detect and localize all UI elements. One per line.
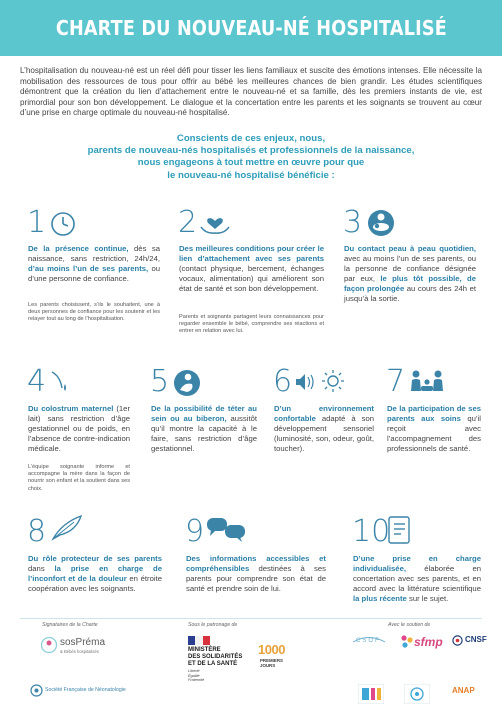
sfmp-logo: sfmp — [414, 635, 443, 649]
commitment-number: 6 — [273, 364, 293, 399]
csof-logo: CSOF — [356, 638, 381, 644]
speech-bubbles-icon — [205, 514, 249, 544]
clock-icon — [50, 211, 76, 237]
commitment-number: 7 — [386, 364, 406, 399]
engagement-statement — [30, 133, 472, 182]
republic-motto — [188, 669, 204, 683]
intro-paragraph: L’hospitalisation du nouveau-né est un réel défi pour tisser les liens familiaux et suscite des émotions intenses. Elle nécessite la mobilisation des ressources de tous pour offrir au bébé les meilleures chances de bien grandir. Les études scientifiques démontrent que la création du lien d’attachement entre le nouveau-né et sa famille, dès les premiers instants de vie, est primordial pour son bon développement. Le dialogue et la concertation entre les parents et les soignants se trouvent au cœur d’une prise en charge optimale du nouveau-né hospitalisé. — [20, 66, 482, 118]
mille-jours-logo: 1000 — [258, 642, 285, 657]
parents-baby-icon — [406, 367, 448, 397]
commitment-number: 5 — [150, 364, 170, 399]
commitment-text: Du rôle protecteur de ses parents dans la prise en charge de l’inconfort et de la douleur en étroite coopération avec les soignants. — [28, 554, 162, 593]
feather-icon — [50, 513, 84, 543]
engagement-line-3: nous engageons à tout mettre en œuvre pour que — [137, 157, 365, 169]
sosprema-logo-icon — [40, 636, 58, 654]
commitment-number: 8 — [27, 514, 47, 549]
sosprema-subtitle: & Bébés hospitalisés — [60, 649, 99, 654]
page-title: CHARTE DU NOUVEAU-NÉ HOSPITALISÉ — [55, 16, 447, 40]
sfmp-logo-icon — [400, 634, 414, 650]
engagement-line-1: Conscients de ces enjeux, nous, — [176, 133, 326, 144]
mille-jours-sub-1: PREMIERS — [260, 658, 283, 663]
commitment-note: L’équipe soignante informe et accompagne la mère dans la façon de nourrir son enfant et la soutient dans ses choix. — [28, 464, 130, 492]
commitment-text: D’une prise en charge individualisée, élaborée en concertation avec ses parents, et en accord avec la littérature scientifique la plus récente sur le sujet. — [353, 554, 481, 603]
sfn-logo-icon — [30, 684, 43, 697]
commitment-text: De la possibilité de téter au sein ou au biberon, aussitôt qu’il montre la capacité à le faire, sans restriction d’âge gestationnel. — [151, 404, 257, 453]
commitment-text: D’un environnement confortable adapté à son développement sensoriel (luminosité, son, odeur, goût, toucher). — [274, 404, 374, 453]
commitment-number: 10 — [352, 514, 391, 549]
breastfeeding-icon — [172, 368, 202, 398]
signatories-label: Signataires de la Charte — [42, 622, 98, 628]
mille-jours-sub-2: JOURS — [260, 663, 276, 669]
light-sound-icon — [293, 367, 347, 397]
partner-badge-icon — [358, 684, 384, 704]
engagement-line-2: parents de nouveau-nés hospitalisés et professionnels de la naissance, — [87, 145, 415, 157]
commitment-text: Du contact peau à peau quotidien, avec au moins l’un de ses parents, ou la personne de confiance désignée par eux, le plus tôt possible, de façon prolongée au cours des 24h et jusqu’à la sortie. — [344, 244, 476, 303]
checklist-icon — [386, 515, 412, 545]
commitment-text: Du colostrum maternel (1er lait) sans restriction d’âge gestationnel ou de poids, en l’absence de contre-indication médicale. — [28, 404, 130, 453]
engagement-line-4: le nouveau-né hospitalisé bénéficie : — [167, 169, 335, 181]
cnsf-logo: CNSF — [465, 635, 487, 644]
commitment-text: Des informations accessibles et compréhensibles destinées à ses parents pour comprendre son état de santé et prendre soin de lui. — [186, 554, 326, 593]
patronage-label: Sous le patronage de — [188, 622, 238, 628]
commitment-number: 2 — [178, 205, 198, 240]
mille-jours-subtitle — [260, 658, 283, 668]
commitment-number: 3 — [343, 205, 363, 240]
anap-logo: ANAP — [452, 686, 475, 695]
sfn-logo: Société Française de Néonatologie — [45, 687, 126, 693]
support-label: Avec le soutien de — [388, 622, 431, 628]
footer-divider — [20, 618, 482, 619]
milk-drop-icon — [46, 368, 72, 396]
ministere-logo — [188, 647, 242, 667]
commitment-text: De la présence continue, dès sa naissance, sans restriction, 24h/24, d’au moins l’un de ses parents, ou d’une personne de confiance. — [28, 244, 160, 283]
ministere-line-1: MINISTÈRE — [188, 647, 221, 653]
commitment-number: 4 — [27, 364, 47, 399]
motto-liberte: Liberté — [188, 669, 200, 673]
commitment-text: Des meilleures conditions pour créer le lien d’attachement avec ses parents (contact physique, bercement, échanges vocaux, alimentation) qui améliorent son état de santé et son bon développement. — [179, 244, 324, 293]
commitment-number: 1 — [27, 205, 47, 240]
partner-badge-icon — [404, 684, 430, 704]
motto-fraternite: Fraternité — [188, 678, 205, 683]
motto-egalite: Égalité — [188, 673, 200, 678]
ministere-line-2: DES SOLIDARITÉS — [188, 653, 243, 660]
sosprema-logo: sosPréma — [60, 637, 106, 648]
hands-heart-icon — [198, 207, 232, 237]
ministere-line-3: ET DE LA SANTÉ — [188, 660, 238, 667]
commitment-note: Parents et soignants partagent leurs connaissances pour regarder ensemble le bébé, comprendre ses réactions et entrer en relation avec lui. — [179, 314, 324, 335]
commitment-number: 9 — [185, 514, 205, 549]
skin-to-skin-icon — [366, 208, 396, 238]
cnsf-logo-icon — [452, 635, 463, 646]
commitment-note: Les parents choisissent, s’ils le souhaitent, une à deux personnes de confiance pour les soutenir et les relayer tout au long de l’hospitalisation. — [28, 302, 160, 323]
commitment-text: De la participation de ses parents aux soins qu’il reçoit avec l’accompagnement des professionnels de santé. — [387, 404, 482, 453]
marianne-logo-icon — [188, 636, 210, 645]
title-banner — [0, 0, 502, 56]
